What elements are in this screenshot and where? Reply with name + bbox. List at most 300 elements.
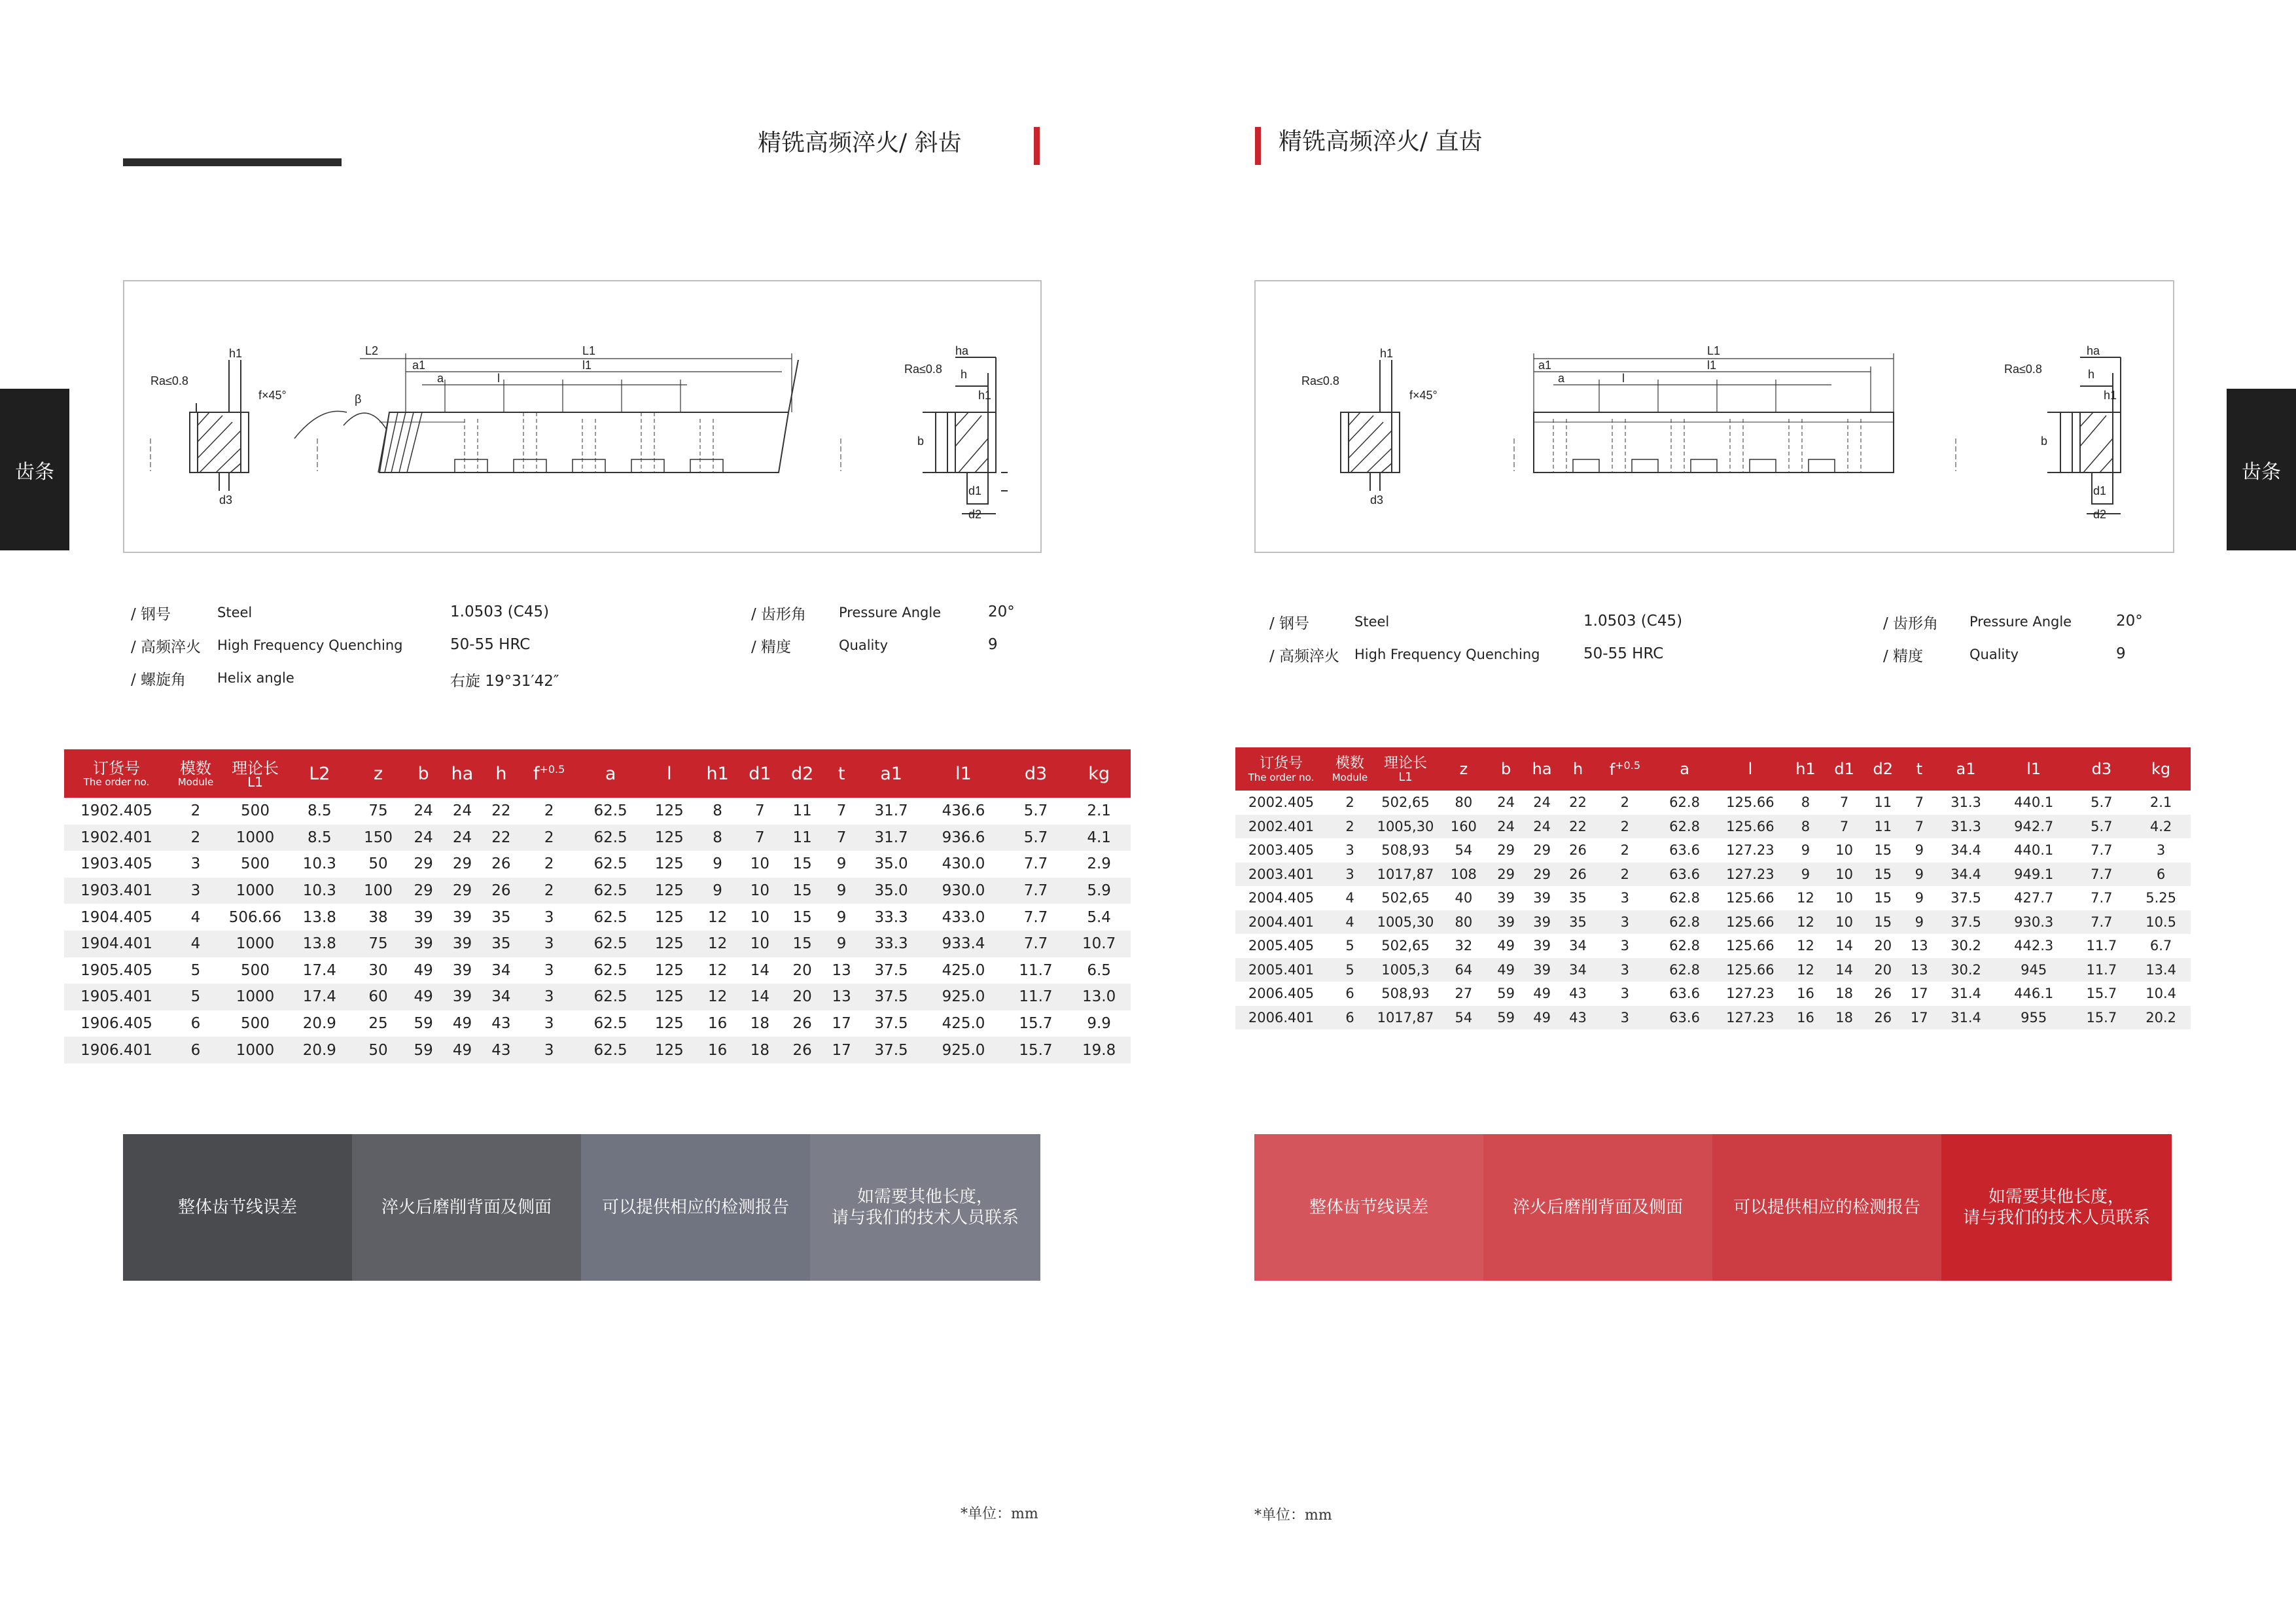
table-cell: 10.3 <box>288 878 351 904</box>
col-t: t <box>824 749 860 798</box>
label-ra-right: Ra≤0.8 <box>1301 374 1339 387</box>
table-cell: 62.5 <box>593 961 627 979</box>
table-cell: 1017,87 <box>1373 1006 1438 1030</box>
table-row <box>1235 958 2191 982</box>
table-cell: 1906.401 <box>64 1037 169 1063</box>
col-L2: L2 <box>288 749 351 798</box>
feature-right-1: 整体齿节线误差 <box>1254 1134 1483 1281</box>
table-cell: 22 <box>491 802 511 820</box>
table-cell: 9 <box>1786 863 1825 887</box>
table-cell: 5 <box>169 984 222 1010</box>
table-cell: 11 <box>792 802 812 820</box>
table-cell: 1005,30 <box>1373 910 1438 935</box>
table-cell: 49 <box>1489 958 1523 982</box>
table-cell: 3 <box>544 1015 554 1033</box>
table-header-row <box>64 749 1131 798</box>
table-cell: 31.7 <box>874 802 908 820</box>
table-cell: 12 <box>707 961 728 979</box>
table-cell: 125 <box>654 855 684 873</box>
table-cell: 10 <box>1825 910 1863 935</box>
col-t: t <box>1902 747 1936 791</box>
table-cell: 4 <box>1345 890 1354 906</box>
table-cell: 942.7 <box>1996 815 2072 839</box>
col-z: z <box>1438 747 1489 791</box>
table-cell: 31.7 <box>860 825 923 851</box>
table-cell: 34.4 <box>1936 863 1996 887</box>
table-cell: 62.5 <box>579 1037 643 1063</box>
table-cell: 425.0 <box>942 1015 985 1033</box>
table-cell: 15.7 <box>1019 1015 1053 1033</box>
col-d1: d1 <box>1825 747 1863 791</box>
col-length: 理论长 L1 <box>1373 747 1438 791</box>
table-cell: 2 <box>520 878 579 904</box>
table-cell: 29 <box>1523 863 1561 887</box>
spec-quench-cn-right: / 高频淬火 <box>1269 648 1340 665</box>
table-cell: 9 <box>824 931 860 957</box>
table-cell: 35.0 <box>874 855 908 873</box>
table-cell: 12 <box>696 984 739 1010</box>
table-cell: 1017,87 <box>1373 863 1438 887</box>
table-cell: 10.3 <box>302 855 336 873</box>
spec-pressure-en-left: Pressure Angle <box>839 605 942 620</box>
table-cell: 8.5 <box>288 825 351 851</box>
table-cell: 7.7 <box>2072 863 2132 887</box>
table-cell: 2003.401 <box>1235 863 1327 887</box>
table-cell: 500 <box>241 1015 270 1033</box>
table-cell: 5.25 <box>2146 890 2176 906</box>
col-length: 理论长 L1 <box>222 749 288 798</box>
table-cell: 125 <box>654 908 684 926</box>
table-cell: 49 <box>442 1037 484 1063</box>
table-cell: 500 <box>241 855 270 873</box>
table-cell: 6 <box>190 1015 201 1033</box>
table-cell: 11 <box>1874 794 1892 811</box>
label-chamfer-right: f×45° <box>1409 389 1438 402</box>
table-cell: 20.2 <box>2131 1006 2191 1030</box>
table-cell: 125.66 <box>1726 794 1775 811</box>
table-cell: 2006.401 <box>1235 1006 1327 1030</box>
table-cell: 2003.405 <box>1248 842 1315 859</box>
table-cell: 13 <box>1902 958 1936 982</box>
table-cell: 62.5 <box>593 1015 627 1033</box>
table-cell: 9.9 <box>1087 1015 1111 1033</box>
table-cell: 6 <box>2131 863 2191 887</box>
table-cell: 933.4 <box>923 931 1004 957</box>
drawing-svg-left <box>124 281 1040 552</box>
table-cell: 4 <box>1327 910 1373 935</box>
spec-helix-en-left: Helix angle <box>217 670 294 686</box>
table-row <box>1235 863 2191 887</box>
table-cell: 30.2 <box>1936 958 1996 982</box>
col-ha: ha <box>1523 747 1561 791</box>
table-cell: 29 <box>452 855 472 873</box>
table-cell: 440.1 <box>2014 794 2054 811</box>
table-cell: 6.5 <box>1087 961 1111 979</box>
table-cell: 6.7 <box>2149 938 2172 954</box>
table-cell: 1905.405 <box>80 961 152 979</box>
table-cell: 2 <box>1595 815 1655 839</box>
table-cell: 15 <box>792 908 812 926</box>
table-cell: 20.9 <box>288 1037 351 1063</box>
spec-helix-value-left: 右旋 19°31′42″ <box>450 673 559 690</box>
label-h1-right2: h1 <box>2104 389 2117 402</box>
spec-steel-value-right: 1.0503 (C45) <box>1583 613 1683 630</box>
table-cell: 7 <box>1915 794 1924 811</box>
col-d3: d3 <box>2072 747 2132 791</box>
table-cell: 955 <box>1996 1006 2072 1030</box>
table-cell: 26 <box>483 878 519 904</box>
label-chamfer-left: f×45° <box>258 389 287 402</box>
table-cell: 3 <box>169 878 222 904</box>
col-h1: h1 <box>1786 747 1825 791</box>
table-cell: 80 <box>1455 794 1473 811</box>
table-cell: 30 <box>368 961 388 979</box>
table-cell: 949.1 <box>1996 863 2072 887</box>
col-d2: d2 <box>781 749 824 798</box>
table-cell: 3 <box>1620 890 1630 906</box>
table-cell: 2 <box>520 825 579 851</box>
table-cell: 2004.401 <box>1235 910 1327 935</box>
spec-quality-en-left: Quality <box>839 637 889 653</box>
col-order-no: 订货号 The order no. <box>64 749 169 798</box>
table-cell: 2 <box>1620 842 1630 859</box>
table-cell: 3 <box>1595 1006 1655 1030</box>
table-cell: 26 <box>1569 842 1587 859</box>
table-cell: 2004.405 <box>1248 890 1315 906</box>
label-beta: β <box>355 393 362 406</box>
spec-steel-value-left: 1.0503 (C45) <box>450 603 550 620</box>
table-cell: 39 <box>414 908 433 926</box>
table-row <box>64 878 1131 904</box>
table-cell: 39 <box>1533 938 1551 954</box>
table-cell: 5.9 <box>1067 878 1131 904</box>
table-cell: 37.5 <box>874 961 908 979</box>
col-kg: kg <box>1067 749 1131 798</box>
table-cell: 9 <box>1915 842 1924 859</box>
table-cell: 2002.401 <box>1235 815 1327 839</box>
page-title-left: 精铣高频淬火/ 斜齿 <box>758 130 962 156</box>
table-cell: 15 <box>781 878 824 904</box>
table-cell: 62.5 <box>593 802 627 820</box>
table-cell: 16 <box>707 1015 728 1033</box>
spec-quality-cn-right: / 精度 <box>1883 648 1924 665</box>
table-cell: 34 <box>491 961 511 979</box>
col-l: l <box>1714 747 1786 791</box>
label-h1-left2: h1 <box>978 389 992 402</box>
table-row <box>64 851 1131 878</box>
table-cell: 10 <box>750 908 769 926</box>
table-cell: 59 <box>1489 1006 1523 1030</box>
table-cell: 10 <box>1835 890 1853 906</box>
table-cell: 3 <box>1595 910 1655 935</box>
table-cell: 63.6 <box>1655 863 1714 887</box>
table-cell: 29 <box>1497 842 1515 859</box>
label-ra-left: Ra≤0.8 <box>150 374 188 387</box>
table-cell: 14 <box>1825 958 1863 982</box>
spec-quench-cn-left: / 高频淬火 <box>131 639 202 656</box>
spec-quality-value-left: 9 <box>988 636 998 653</box>
table-cell: 125.66 <box>1714 815 1786 839</box>
table-cell: 436.6 <box>942 802 985 820</box>
table-cell: 2006.405 <box>1248 986 1315 1002</box>
table-cell: 2 <box>1620 794 1630 811</box>
table-cell: 26 <box>792 1015 812 1033</box>
table-cell: 125.66 <box>1726 938 1775 954</box>
table-cell: 15 <box>1874 842 1892 859</box>
table-row <box>1235 886 2191 910</box>
col-b: b <box>1489 747 1523 791</box>
table-cell: 7 <box>1839 794 1849 811</box>
table-cell: 43 <box>1561 1006 1595 1030</box>
table-cell: 6 <box>1345 986 1354 1002</box>
table-cell: 35 <box>1561 910 1595 935</box>
table-cell: 33.3 <box>860 931 923 957</box>
table-cell: 5 <box>1345 938 1354 954</box>
table-cell: 22 <box>1561 815 1595 839</box>
table-cell: 1902.405 <box>80 802 152 820</box>
table-cell: 6 <box>169 1037 222 1063</box>
label-l-right: l <box>1622 372 1625 385</box>
table-cell: 9 <box>1915 890 1924 906</box>
table-cell: 5.7 <box>1004 825 1068 851</box>
table-cell: 2.1 <box>1087 802 1111 820</box>
label-a1-left: a1 <box>412 359 426 372</box>
table-cell: 11 <box>781 825 824 851</box>
table-cell: 430.0 <box>942 855 985 873</box>
table-cell: 34 <box>1569 938 1587 954</box>
table-cell: 9 <box>836 908 847 926</box>
table-cell: 3 <box>520 931 579 957</box>
table-cell: 29 <box>414 855 433 873</box>
table-cell: 7 <box>836 802 847 820</box>
table-cell: 2 <box>544 802 554 820</box>
table-cell: 39 <box>1489 910 1523 935</box>
table-cell: 31.4 <box>1951 986 1981 1002</box>
table-cell: 945 <box>1996 958 2072 982</box>
table-cell: 7 <box>755 802 765 820</box>
col-kg: kg <box>2131 747 2191 791</box>
table-cell: 1000 <box>222 984 288 1010</box>
spec-steel-cn-right: / 钢号 <box>1269 615 1310 632</box>
table-cell: 502,65 <box>1381 794 1430 811</box>
table-cell: 13.4 <box>2131 958 2191 982</box>
col-d3: d3 <box>1004 749 1068 798</box>
table-cell: 25 <box>368 1015 388 1033</box>
table-cell: 19.8 <box>1067 1037 1131 1063</box>
table-cell: 39 <box>452 908 472 926</box>
table-cell: 20 <box>1863 958 1902 982</box>
table-cell: 108 <box>1438 863 1489 887</box>
table-cell: 500 <box>241 802 270 820</box>
table-cell: 39 <box>405 931 441 957</box>
table-cell: 11.7 <box>1019 961 1053 979</box>
col-module: 模数 Module <box>1327 747 1373 791</box>
table-cell: 506.66 <box>228 908 282 926</box>
table-cell: 8 <box>713 802 722 820</box>
table-cell: 17 <box>1910 986 1928 1002</box>
spec-quench-value-left: 50-55 HRC <box>450 636 531 653</box>
table-cell: 127.23 <box>1714 1006 1786 1030</box>
table-cell: 18 <box>750 1015 769 1033</box>
table-cell: 10 <box>1835 842 1853 859</box>
table-cell: 150 <box>351 825 406 851</box>
header-bar <box>123 158 342 166</box>
table-cell: 37.5 <box>1951 890 1981 906</box>
table-cell: 22 <box>1569 794 1587 811</box>
table-cell: 63.6 <box>1669 842 1700 859</box>
table-cell: 925.0 <box>923 984 1004 1010</box>
col-ha: ha <box>442 749 484 798</box>
col-module: 模数 Module <box>169 749 222 798</box>
table-cell: 12 <box>707 908 728 926</box>
label-L1-left: L1 <box>582 344 596 357</box>
table-cell: 9 <box>713 855 722 873</box>
table-row <box>64 798 1131 825</box>
table-cell: 39 <box>452 961 472 979</box>
table-row <box>64 931 1131 957</box>
table-cell: 2 <box>1595 863 1655 887</box>
table-cell: 10 <box>1825 863 1863 887</box>
table-cell: 12 <box>1797 890 1814 906</box>
table-cell: 62.5 <box>593 908 627 926</box>
table-cell: 62.8 <box>1669 794 1700 811</box>
table-cell: 59 <box>1497 986 1515 1002</box>
feature-left-2: 淬火后磨削背面及侧面 <box>352 1134 581 1281</box>
title-accent-right <box>1255 127 1261 165</box>
table-cell: 1904.401 <box>64 931 169 957</box>
table-cell: 27 <box>1455 986 1473 1002</box>
table-cell: 15.7 <box>1004 1037 1068 1063</box>
table-cell: 39 <box>1533 890 1551 906</box>
table-cell: 24 <box>1533 794 1551 811</box>
table-cell: 43 <box>491 1015 511 1033</box>
table-cell: 13 <box>832 961 851 979</box>
label-d1-right: d1 <box>2093 484 2107 497</box>
table-cell: 40 <box>1455 890 1473 906</box>
table-cell: 62.5 <box>579 825 643 851</box>
table-cell: 20 <box>781 984 824 1010</box>
table-cell: 17 <box>1902 1006 1936 1030</box>
spec-helix-cn-left: / 螺旋角 <box>131 671 186 688</box>
table-cell: 3 <box>1595 958 1655 982</box>
table-cell: 62.8 <box>1655 815 1714 839</box>
side-tab-left: 齿条 <box>0 389 69 550</box>
col-f: $f^{+0.5}$ <box>1595 747 1655 791</box>
table-cell: 5.7 <box>2091 794 2113 811</box>
table-cell: 9 <box>696 878 739 904</box>
table-cell: 127.23 <box>1714 863 1786 887</box>
label-l1-right: l1 <box>1707 359 1717 372</box>
table-cell: 50 <box>368 855 388 873</box>
table-cell: 29 <box>1489 863 1523 887</box>
col-f: $f^{+0.5}$ <box>520 749 579 798</box>
table-cell: 20 <box>792 961 812 979</box>
table-row <box>64 1010 1131 1037</box>
table-cell: 125 <box>654 961 684 979</box>
table-cell: 1005,3 <box>1373 958 1438 982</box>
table-cell: 75 <box>351 931 406 957</box>
table-cell: 24 <box>1489 815 1523 839</box>
table-cell: 2.9 <box>1087 855 1111 873</box>
table-cell: 4 <box>169 931 222 957</box>
table-cell: 20 <box>1874 938 1892 954</box>
table-cell: 125 <box>642 825 696 851</box>
label-l1-left: l1 <box>582 359 592 372</box>
label-h1-left: h1 <box>229 347 243 360</box>
table-cell: 15 <box>1863 863 1902 887</box>
technical-drawing-left <box>123 280 1042 553</box>
table-cell: 11 <box>1863 815 1902 839</box>
table-cell: 49 <box>1533 986 1551 1002</box>
table-cell: 160 <box>1438 815 1489 839</box>
table-cell: 7.7 <box>1023 908 1048 926</box>
table-cell: 1000 <box>222 878 288 904</box>
table-cell: 930.0 <box>923 878 1004 904</box>
table-cell: 442.3 <box>2014 938 2054 954</box>
table-cell: 3 <box>544 908 554 926</box>
label-ra-right2: Ra≤0.8 <box>2004 363 2042 376</box>
table-cell: 26 <box>491 855 511 873</box>
table-cell: 7.7 <box>2091 890 2113 906</box>
table-cell: 1903.405 <box>80 855 152 873</box>
table-cell: 1000 <box>222 825 288 851</box>
table-cell: 11.7 <box>1004 984 1068 1010</box>
feature-right-3: 可以提供相应的检测报告 <box>1712 1134 1941 1281</box>
table-row <box>1235 838 2191 863</box>
table-cell: 31.3 <box>1951 794 1981 811</box>
table-cell: 125 <box>654 802 684 820</box>
col-l1: l1 <box>923 749 1004 798</box>
table-cell: 446.1 <box>2014 986 2054 1002</box>
table-cell: 29 <box>405 878 441 904</box>
spec-quench-en-left: High Frequency Quenching <box>217 637 403 653</box>
table-cell: 62.8 <box>1669 890 1700 906</box>
table-cell: 7 <box>1825 815 1863 839</box>
col-h: h <box>1561 747 1595 791</box>
table-cell: 49 <box>414 961 433 979</box>
table-row <box>1235 910 2191 935</box>
table-cell: 15 <box>1874 890 1892 906</box>
spec-pressure-en-right: Pressure Angle <box>1969 614 2072 630</box>
spec-quality-value-right: 9 <box>2116 645 2126 662</box>
table-cell: 1005,30 <box>1373 815 1438 839</box>
table-cell: 50 <box>351 1037 406 1063</box>
table-cell: 34.4 <box>1951 842 1981 859</box>
table-cell: 17 <box>824 1037 860 1063</box>
table-cell: 125 <box>642 1037 696 1063</box>
feature-left-4: 如需要其他长度， 请与我们的技术人员联系 <box>810 1134 1040 1281</box>
table-cell: 2002.405 <box>1248 794 1315 811</box>
product-table-left <box>64 749 1131 1063</box>
table-cell: 2 <box>169 825 222 851</box>
table-header-row <box>1235 747 2191 791</box>
label-d3-right: d3 <box>1370 493 1384 507</box>
table-cell: 125.66 <box>1714 910 1786 935</box>
table-cell: 6 <box>1327 1006 1373 1030</box>
feature-strip-right <box>1254 1134 2172 1281</box>
spec-quench-value-right: 50-55 HRC <box>1583 645 1664 662</box>
table-cell: 24 <box>414 802 433 820</box>
table-cell: 10.4 <box>2146 986 2176 1002</box>
table-cell: 14 <box>1835 938 1853 954</box>
table-cell: 9 <box>836 855 847 873</box>
col-l: l <box>642 749 696 798</box>
table-cell: 43 <box>483 1037 519 1063</box>
table-cell: 10 <box>739 878 781 904</box>
table-cell: 7.7 <box>2072 910 2132 935</box>
table-cell: 54 <box>1438 1006 1489 1030</box>
table-cell: 24 <box>452 802 472 820</box>
